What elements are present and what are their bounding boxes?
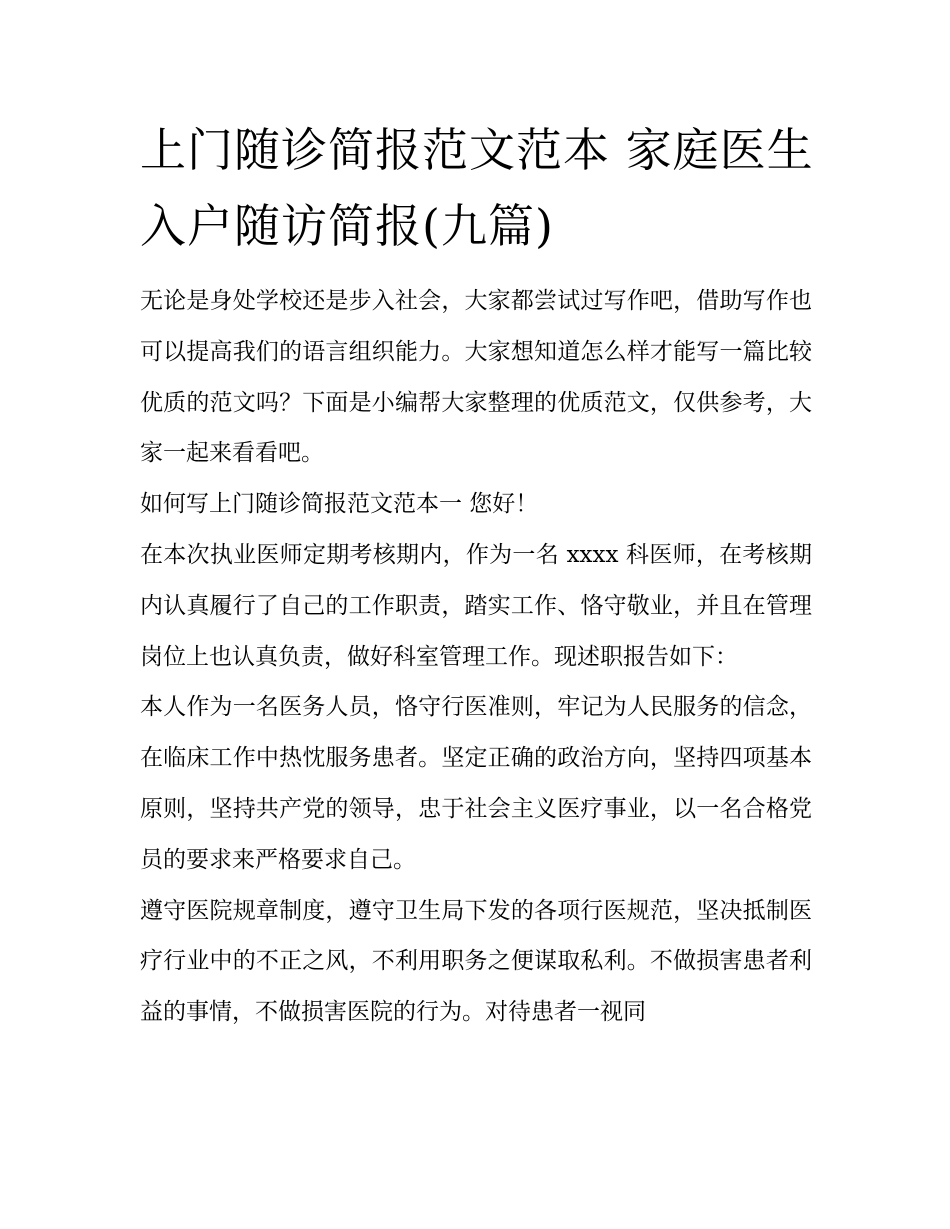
document-body xyxy=(140,276,812,1038)
paragraph-intro: 无论是身处学校还是步入社会，大家都尝试过写作吧，借助写作也可以提高我们的语言组织能力。大家想知道怎么样才能写一篇比较优质的范文吗？下面是小编帮大家整理的优质范文，仅供参考，大家一起来看看吧。 xyxy=(140,288,812,467)
paragraph-report-opening: 在本次执业医师定期考核期内，作为一名 xxxx 科医师，在考核期内认真履行了自己的工作职责，踏实工作、恪守敬业，并且在管理岗位上也认真负责，做好科室管理工作。现述职报告如下： xyxy=(140,541,812,670)
document-title: 上门随诊简报范文范本 家庭医生入户随访简报(九篇) xyxy=(140,123,814,253)
paragraph-rules: 遵守医院规章制度，遵守卫生局下发的各项行医规范，坚决抵制医疗行业中的不正之风，不利用职务之便谋取私利。不做损害患者利益的事情，不做损害医院的行为。对待患者一视同 xyxy=(140,897,812,1026)
paragraph-conduct: 本人作为一名医务人员，恪守行医准则，牢记为人民服务的信念，在临床工作中热忱服务患者。坚定正确的政治方向，坚持四项基本原则，坚持共产党的领导，忠于社会主义医疗事业，以一名合格党员的要求来严格要求自己。 xyxy=(140,694,812,873)
paragraph-section-heading: 如何写上门随诊简报范文范本一 您好！ xyxy=(140,491,539,518)
